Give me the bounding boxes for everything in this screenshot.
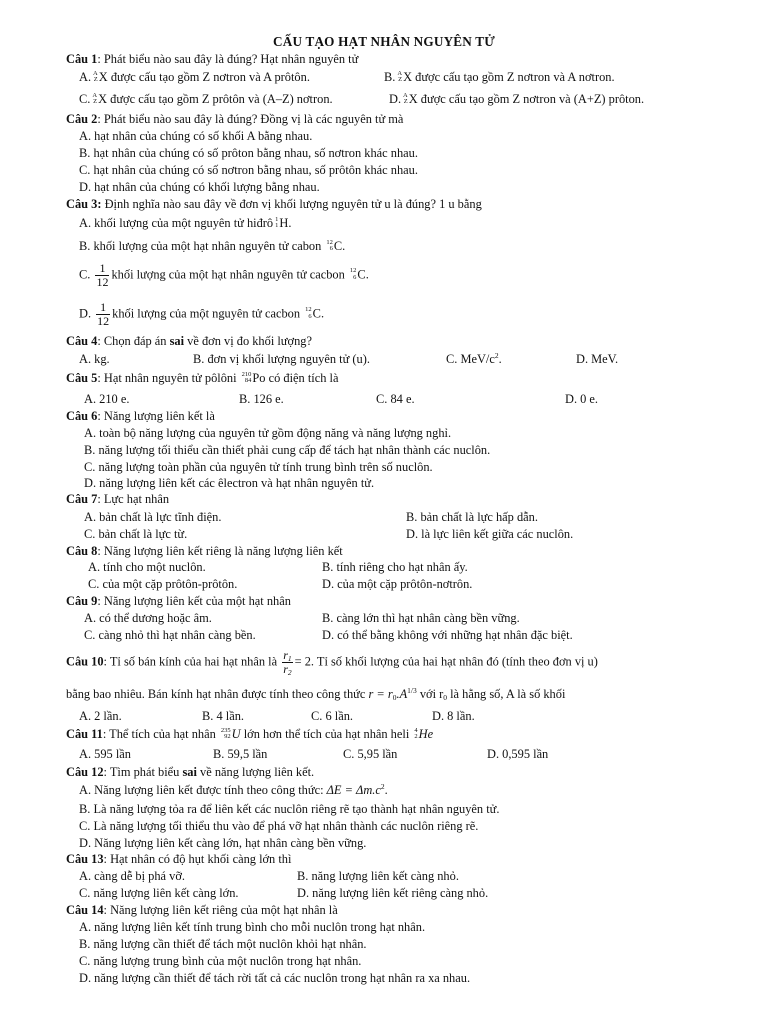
nuclide-u: 235 92 [220, 726, 231, 741]
q7-option-d: D. là lực liên kết giữa các nuclôn. [406, 527, 574, 541]
q1-option-a: A. A Z X được cấu tạo gồm Z nơtron và A prôtôn. [79, 69, 310, 84]
q3-option-a: A. khối lượng của một nguyên tử hiđrô 1 1 H. [79, 215, 292, 230]
nuclide-h: 1 1 [275, 215, 279, 230]
q11-option-a: A. 595 lần [79, 747, 131, 761]
q4-option-c: C. MeV/$c^2$. [446, 351, 502, 366]
q7-option-b: B. bản chất là lực hấp dẫn. [406, 510, 538, 524]
q12-option-b: B. Là năng lượng tỏa ra để liên kết các nuclôn riêng rẽ tạo thành hạt nhân nguyên tử. [79, 802, 500, 816]
q9-option-a: A. có thể dương hoặc âm. [84, 611, 212, 625]
q14-option-c: C. năng lượng trung bình của một nuclôn trong hạt nhân. [79, 954, 362, 968]
question-2: Câu 2: Phát biểu nào sau đây là đúng? Đồng vị là các nguyên tử mà [66, 112, 404, 126]
q4-option-a: A. kg. [79, 352, 110, 366]
q1-option-b: B. A Z X được cấu tạo gồm Z nơtron và A nơtron. [384, 69, 615, 84]
q13-option-a: A. càng dễ bị phá vỡ. [79, 869, 185, 883]
q13-option-c: C. năng lượng liên kết càng lớn. [79, 886, 239, 900]
question-10: Câu 10: Tỉ số bán kính của hai hạt nhân là $\frac{r_1}{r_2}$ = 2. Tỉ số khối lượng của hai hạt nhân đó (tính theo đơn vị u) [66, 648, 598, 677]
nuclide-c: 12 6 [305, 306, 312, 320]
q5-option-d: D. 0 e. [565, 392, 599, 406]
q2-option-c: C. hạt nhân của chúng có số nơtron bằng nhau, số prôtôn khác nhau. [79, 163, 418, 177]
q8-option-a: A. tính cho một nuclôn. [88, 560, 206, 574]
q11-option-c: C. 5,95 lần [343, 747, 398, 761]
q13-option-b: B. năng lượng liên kết càng nhỏ. [297, 869, 459, 883]
fraction-r1-r2: $\frac{r_1}{r_2}$ [283, 648, 292, 677]
q14-option-a: A. năng lượng liên kết tính trung bình cho mỗi nuclôn trong hạt nhân. [79, 920, 426, 934]
q10-option-b: B. 4 lần. [202, 709, 244, 723]
page-title: CẤU TẠO HẠT NHÂN NGUYÊN TỬ [273, 34, 495, 49]
q3-option-b: B. khối lượng của một hạt nhân nguyên tử cabon 12 6 C. [79, 238, 346, 253]
q9-option-b: B. càng lớn thì hạt nhân càng bền vững. [322, 611, 520, 625]
nuclide-he: 4 2 [414, 726, 418, 741]
question-8: Câu 8: Năng lượng liên kết riêng là năng lượng liên kết [66, 544, 343, 558]
q4-option-d: D. MeV. [576, 352, 619, 366]
question-14: Câu 14: Năng lượng liên kết riêng của một hạt nhân là [66, 903, 338, 917]
q14-option-d: D. năng lượng cần thiết để tách rời tất cả các nuclôn trong hạt nhân ra xa nhau. [79, 971, 471, 985]
fraction-1-12: $\frac{1}{12}$ [97, 300, 110, 328]
nuclide-x: A Z [403, 91, 408, 106]
q1-option-d: D. A Z X được cấu tạo gồm Z nơtron và (A+Z) prôton. [389, 91, 645, 106]
question-4: Câu 4: Chọn đáp án sai về đơn vị đo khối lượng? [66, 334, 312, 348]
q9-option-c: C. càng nhỏ thì hạt nhân càng bền. [84, 628, 256, 642]
question-6: Câu 6: Năng lượng liên kết là [66, 409, 215, 423]
q8-option-b: B. tính riêng cho hạt nhân ấy. [322, 560, 468, 574]
nuclide-c: 12 6 [349, 267, 357, 281]
q12-option-a: A. Năng lượng liên kết được tính theo công thức: $\Delta E = \Delta m.c^2$. [79, 782, 388, 797]
q10-option-d: D. 8 lần. [432, 709, 475, 723]
q11-option-b: B. 59,5 lần [213, 747, 268, 761]
q3-option-c: C. $\frac{1}{12}$ khối lượng của một hạt nhân nguyên tử cacbon 12 6 C. [79, 261, 369, 289]
q12-option-c: C. Là năng lượng tối thiểu thu vào để phá vỡ hạt nhân thành các nuclôn riêng rẽ. [79, 819, 479, 833]
q7-option-c: C. bản chất là lực từ. [84, 527, 188, 541]
q14-option-b: B. năng lượng cần thiết để tách một nuclôn khỏi hạt nhân. [79, 937, 367, 951]
q6-option-c: C. năng lượng toàn phần của nguyên tử tính trung bình trên số nuclôn. [84, 460, 433, 474]
q10-option-c: C. 6 lần. [311, 709, 353, 723]
question-11: Câu 11: Thể tích của hạt nhân 235 92 U lớn hơn thể tích của hạt nhân heli 4 2 He [66, 726, 434, 741]
q6-option-a: A. toàn bộ năng lượng của nguyên tử gồm động năng và năng lượng nghỉ. [84, 426, 452, 440]
q5-option-a: A. 210 e. [84, 392, 130, 406]
question-13: Câu 13: Hạt nhân có độ hụt khối càng lớn thì [66, 852, 292, 866]
q2-option-d: D. hạt nhân của chúng có khối lượng bằng nhau. [79, 180, 320, 194]
q5-option-b: B. 126 e. [239, 392, 284, 406]
q10-option-a: A. 2 lần. [79, 709, 122, 723]
q2-option-b: B. hạt nhân của chúng có số prôton bằng nhau, số nơtron khác nhau. [79, 146, 418, 160]
nuclide-x: A Z [92, 91, 98, 106]
q6-option-b: B. năng lượng tối thiểu cần thiết phải cung cấp để tách hạt nhân thành các nuclôn. [84, 443, 491, 457]
fraction-1-12: $\frac{1}{12}$ [96, 261, 109, 289]
q7-option-a: A. bản chất là lực tĩnh điện. [84, 510, 222, 524]
q8-option-d: D. của một cặp prôtôn-nơtrôn. [322, 577, 473, 591]
question-12: Câu 12: Tìm phát biểu sai về năng lượng liên kết. [66, 765, 315, 779]
q13-option-d: D. năng lượng liên kết riêng càng nhỏ. [297, 886, 489, 900]
q5-option-c: C. 84 e. [376, 392, 415, 406]
nuclide-x: A Z [93, 69, 98, 84]
q9-option-d: D. có thể bằng không với những hạt nhân đặc biệt. [322, 628, 573, 642]
q6-option-d: D. năng lượng liên kết các êlectron và hạt nhân nguyên tử. [84, 476, 375, 490]
q1-option-c: C. A Z X được cấu tạo gồm Z prôtôn và (A–Z) nơtron. [79, 91, 333, 106]
question-7: Câu 7: Lực hạt nhân [66, 492, 170, 506]
q11-option-d: D. 0,595 lần [487, 747, 549, 761]
q4-option-b: B. đơn vị khối lượng nguyên tử (u). [193, 352, 370, 366]
question-1: Câu 1: Phát biểu nào sau đây là đúng? Hạt nhân nguyên tử [66, 52, 359, 66]
q12-option-d: D. Năng lượng liên kết càng lớn, hạt nhân càng bền vững. [79, 836, 367, 850]
nuclide-po: 210 84 [241, 370, 252, 385]
nuclide-x: A Z [397, 69, 403, 84]
question-5: Câu 5: Hạt nhân nguyên tử pôlôni 210 84 Po có điện tích là [66, 370, 339, 385]
q8-option-c: C. của một cặp prôtôn-prôtôn. [88, 577, 238, 591]
question-10-line-2: bằng bao nhiêu. Bán kính hạt nhân được tính theo công thức $r = r_0.A^{1/3}$ với $r_0$ là hằng số, A là số khối [66, 686, 566, 702]
nuclide-c: 12 6 [326, 238, 333, 253]
question-3: Câu 3: Định nghĩa nào sau đây về đơn vị khối lượng nguyên tử u là đúng? 1 u bằng [66, 197, 482, 211]
q2-option-a: A. hạt nhân của chúng có số khối A bằng nhau. [79, 129, 313, 143]
question-9: Câu 9: Năng lượng liên kết của một hạt nhân [66, 594, 291, 608]
q3-option-d: D. $\frac{1}{12}$ khối lượng của một nguyên tử cacbon 12 6 C. [79, 300, 325, 328]
